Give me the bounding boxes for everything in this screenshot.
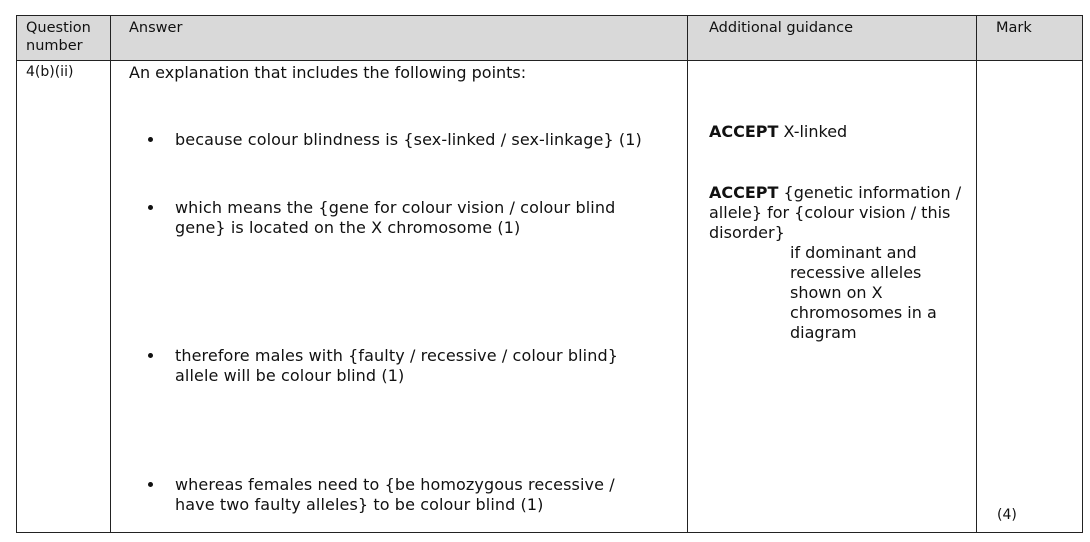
guidance-entry: [709, 122, 977, 142]
answer-point: because colour blindness is {sex-linked / sex-linkage} (1): [175, 130, 642, 149]
bullet-icon: [148, 482, 153, 487]
header-mark: Mark: [996, 20, 1032, 36]
header-divider: [17, 60, 1082, 61]
answer-point: whereas females need to {be homozygous recessive / have two faulty alleles} to be colour blind (1): [175, 475, 615, 514]
answer-point: therefore males with {faulty / recessive / colour blind} allele will be colour blind (1): [175, 346, 618, 385]
bullet-icon: [148, 353, 153, 358]
bullet-icon: [148, 137, 153, 142]
answer-point: which means the {gene for colour vision / colour blind gene} is located on the X chromosome (1): [175, 198, 616, 237]
guidance-text: X-linked: [778, 122, 848, 141]
bullet-icon: [148, 205, 153, 210]
column-divider: [687, 16, 688, 532]
header-answer: Answer: [129, 20, 183, 36]
column-divider: [110, 16, 111, 532]
answer-intro: An explanation that includes the following points:: [129, 63, 527, 82]
guidance-keyword: ACCEPT: [709, 122, 779, 141]
guidance-extra: if dominant and recessive alleles shown on X chromosomes in a diagram: [790, 243, 937, 342]
question-number: 4(b)(ii): [26, 64, 74, 80]
guidance-keyword: ACCEPT: [709, 183, 779, 202]
guidance-entry: [709, 183, 977, 343]
header-additional-guidance: Additional guidance: [709, 20, 853, 36]
mark-value: (4): [997, 507, 1017, 523]
guidance-text: {genetic information / allele} for {colour vision / this disorder}: [709, 183, 962, 242]
mark-scheme-table: [16, 15, 1083, 533]
header-question-number: Question number: [26, 20, 91, 54]
